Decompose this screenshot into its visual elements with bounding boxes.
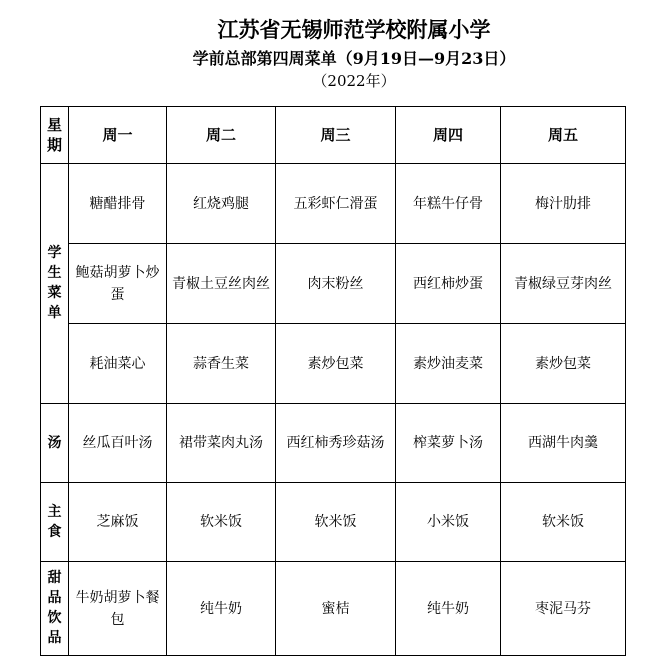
staple-cell: 软米饭 [276, 483, 396, 562]
table-header-row [41, 107, 626, 164]
staple-cell: 软米饭 [501, 483, 626, 562]
dish-cell: 红烧鸡腿 [167, 164, 276, 244]
table-row [41, 324, 626, 404]
day-header-thu: 周四 [396, 107, 501, 164]
dish-cell: 五彩虾仁滑蛋 [276, 164, 396, 244]
dessert-cell: 牛奶胡萝卜餐包 [69, 562, 167, 656]
dish-cell: 鲍菇胡萝卜炒蛋 [69, 244, 167, 324]
dish-cell: 蒜香生菜 [167, 324, 276, 404]
dessert-cell: 纯牛奶 [167, 562, 276, 656]
dessert-cell: 纯牛奶 [396, 562, 501, 656]
day-header-mon: 周一 [69, 107, 167, 164]
dish-cell: 青椒土豆丝肉丝 [167, 244, 276, 324]
soup-cell: 丝瓜百叶汤 [69, 404, 167, 483]
day-header-tue: 周二 [167, 107, 276, 164]
table-row [41, 164, 626, 244]
dish-cell: 素炒包菜 [501, 324, 626, 404]
section-label-student-dishes: 学生菜单 [41, 164, 69, 404]
dish-cell: 年糕牛仔骨 [396, 164, 501, 244]
weekly-menu-table [40, 106, 626, 656]
soup-cell: 西湖牛肉羹 [501, 404, 626, 483]
staple-cell: 芝麻饭 [69, 483, 167, 562]
dish-cell: 糖醋排骨 [69, 164, 167, 244]
day-header-fri: 周五 [501, 107, 626, 164]
dessert-cell: 枣泥马芬 [501, 562, 626, 656]
dish-cell: 素炒油麦菜 [396, 324, 501, 404]
school-title: 江苏省无锡师范学校附属小学 [217, 17, 491, 42]
table-row [41, 404, 626, 483]
dish-cell: 肉末粉丝 [276, 244, 396, 324]
table-row [41, 562, 626, 656]
dish-cell: 耗油菜心 [69, 324, 167, 404]
dish-cell: 梅汁肋排 [501, 164, 626, 244]
section-label-dessert: 甜品饮品 [41, 562, 69, 656]
dish-cell: 素炒包菜 [276, 324, 396, 404]
corner-cell: 星期 [41, 107, 69, 164]
menu-year: （2022年） [312, 72, 396, 90]
soup-cell: 裙带菜肉丸汤 [167, 404, 276, 483]
soup-cell: 西红柿秀珍菇汤 [276, 404, 396, 483]
dessert-cell: 蜜桔 [276, 562, 396, 656]
section-label-soup: 汤 [41, 404, 69, 483]
staple-cell: 小米饭 [396, 483, 501, 562]
table-row [41, 483, 626, 562]
section-label-staple: 主食 [41, 483, 69, 562]
dish-cell: 西红柿炒蛋 [396, 244, 501, 324]
menu-subtitle: 学前总部第四周菜单（9月19日—9月23日） [192, 49, 516, 68]
dish-cell: 青椒绿豆芽肉丝 [501, 244, 626, 324]
soup-cell: 榨菜萝卜汤 [396, 404, 501, 483]
table-row [41, 244, 626, 324]
day-header-wed: 周三 [276, 107, 396, 164]
staple-cell: 软米饭 [167, 483, 276, 562]
